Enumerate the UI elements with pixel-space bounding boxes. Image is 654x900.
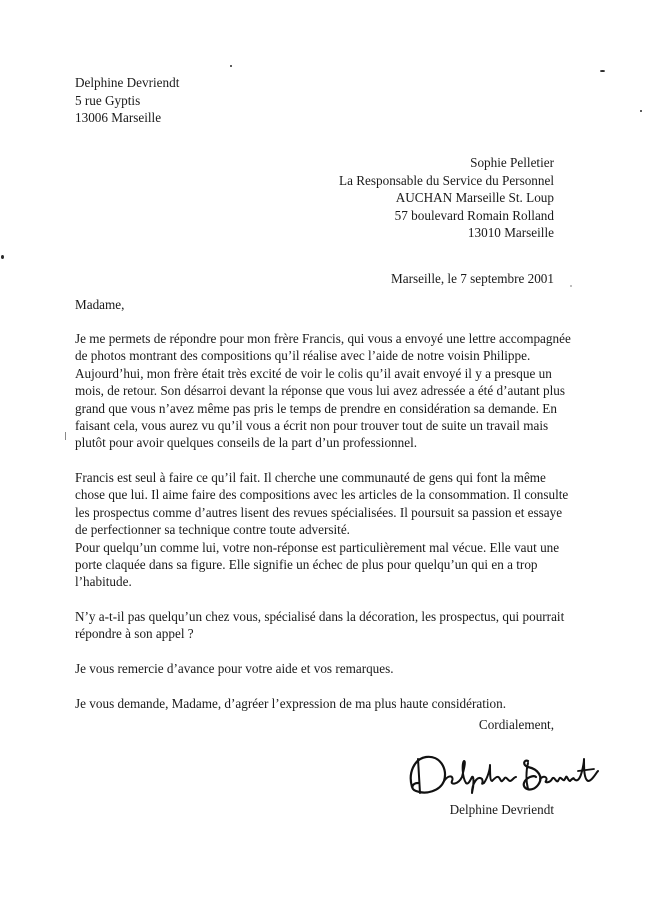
text-line: porte claquée dans sa figure. Elle signifie un échec de plus pour quelqu’un qui en a trop (75, 557, 538, 573)
closing: Cordialement, (478, 717, 554, 732)
scan-speck (640, 110, 642, 112)
text-line: de photos montrant des compositions qu’il réalise avec l’aide de notre voisin Philippe. (75, 348, 531, 364)
text-line: Je me permets de répondre pour mon frère Francis, qui vous a envoyé une lettre accompagnée (75, 331, 571, 346)
recipient-street: 57 boulevard Romain Rolland (394, 207, 554, 223)
scan-speck (65, 432, 66, 440)
paragraph-5 (75, 660, 563, 677)
text-line: grand que vous n’avez même pas pris le temps de prendre en considération sa demande. En (75, 400, 557, 416)
text-line: de perfectionner sa technique contre toute adversité. (75, 522, 350, 538)
text-line: Je vous remercie d’avance pour votre aide et vos remarques. (75, 661, 394, 677)
text-line: répondre à son appel ? (75, 626, 194, 642)
sender-street: 5 rue Gyptis (75, 92, 141, 108)
salutation: Madame, (75, 297, 125, 312)
date-line: Marseille, le 7 septembre 2001 (391, 271, 554, 286)
text-line: faisant cela, vous aurez vu qu’il vous a écrit non pour trouver tout de suite un travail mais (75, 418, 549, 434)
recipient-city: 13010 Marseille (467, 225, 554, 241)
text-line: l’habitude. (75, 574, 132, 590)
recipient-address-block (339, 154, 554, 242)
sender-city: 13006 Marseille (75, 110, 162, 126)
text-line: Pour quelqu’un comme lui, votre non-réponse est particulièrement mal vécue. Elle vaut une (75, 539, 560, 555)
text-line: N’y a-t-il pas quelqu’un chez vous, spécialisé dans la décoration, les prospectus, qui pourrait (75, 609, 565, 625)
scan-speck (570, 285, 572, 287)
recipient-title: La Responsable du Service du Personnel (339, 172, 554, 188)
scan-speck (230, 65, 232, 67)
sender-address-block (75, 74, 179, 127)
paragraph-6 (75, 695, 563, 712)
paragraph-4 (75, 608, 563, 643)
scan-speck (600, 70, 605, 72)
text-line: chose que lui. Il aime faire des compositions avec les articles de la consommation. Il consulte (75, 487, 569, 503)
sender-name: Delphine Devriendt (75, 75, 180, 90)
printed-signature-name: Delphine Devriendt (449, 802, 554, 817)
text-line: Francis est seul à faire ce qu’il fait. Il cherche une communauté de gens qui font la même (75, 470, 546, 486)
paragraph-3 (75, 539, 563, 591)
letter-body (75, 330, 571, 729)
recipient-company: AUCHAN Marseille St. Loup (395, 190, 554, 206)
text-line: Aujourd’hui, mon frère était très excité de voir le colis qu’il avait envoyé il y a presque un (75, 365, 552, 381)
scan-speck (1, 255, 4, 259)
text-line: Je vous demande, Madame, d’agréer l’expression de ma plus haute considération. (75, 695, 507, 711)
text-line: plutôt pour avoir quelques conseils de la part d’un professionnel. (75, 435, 418, 451)
recipient-name: Sophie Pelletier (470, 155, 554, 170)
text-line: mois, de retour. Son désarroi devant la réponse que vous lui avez adressée a été d’autant plus (75, 383, 565, 399)
paragraph-2 (75, 469, 569, 539)
paragraph-1 (75, 330, 571, 452)
text-line: les prospectus comme d’autres lisent des revues spécialisées. Il poursuit sa passion et essaye (75, 504, 563, 520)
handwritten-signature (404, 747, 604, 803)
